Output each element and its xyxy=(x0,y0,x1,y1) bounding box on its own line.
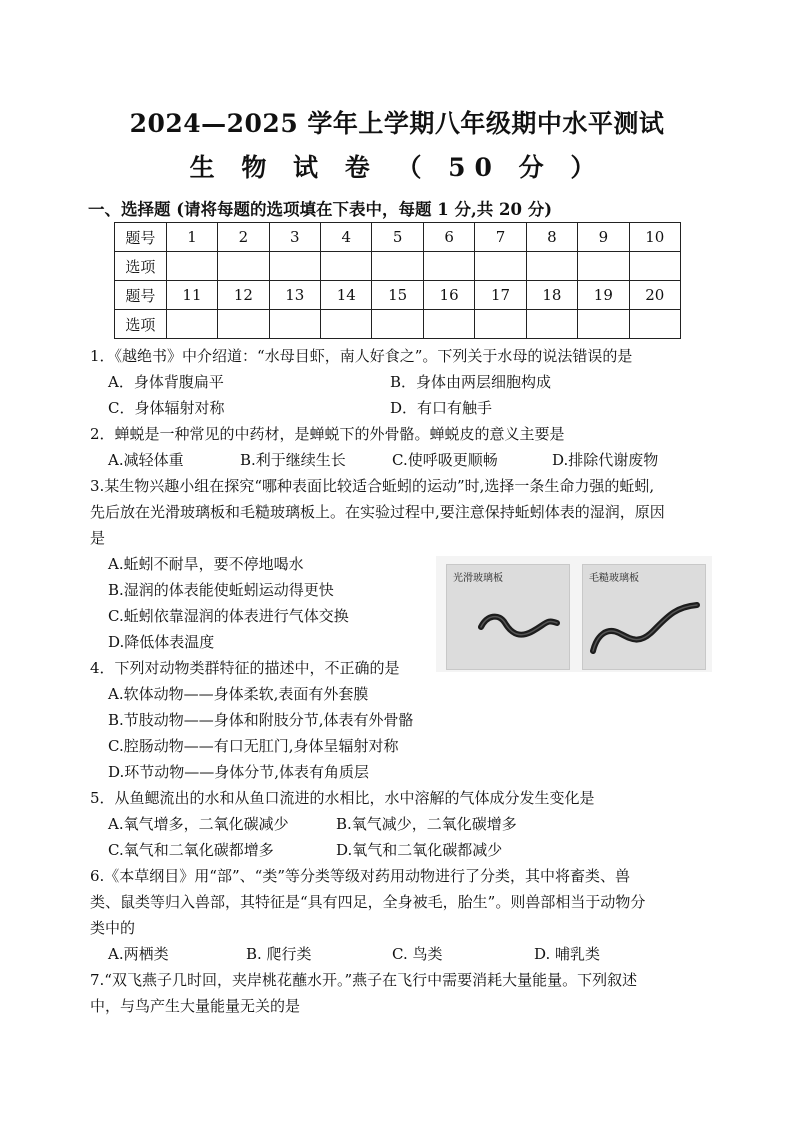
question-6-option-c: C. 鸟类 xyxy=(392,945,443,963)
question-2-option-c: C.使呼吸更顺畅 xyxy=(392,451,498,469)
exam-title: 2024—2025 学年上学期八年级期中水平测试 xyxy=(129,109,665,138)
question-number-cell: 1 xyxy=(166,223,217,252)
question-3-stem-line3: 是 xyxy=(90,529,106,547)
answer-cell[interactable] xyxy=(321,252,372,281)
question-number-cell: 15 xyxy=(372,281,423,310)
answer-cell[interactable] xyxy=(578,252,629,281)
answer-table xyxy=(114,222,681,339)
question-6-stem-line3: 类中的 xyxy=(90,919,136,937)
question-1-option-a: A．身体背腹扁平 xyxy=(108,373,224,391)
question-3-option-d: D.降低体表温度 xyxy=(108,633,215,651)
question-2-option-d: D.排除代谢废物 xyxy=(552,451,659,469)
question-4-option-c: C.腔肠动物——有口无肛门,身体呈辐射对称 xyxy=(108,737,399,755)
question-number-cell: 13 xyxy=(269,281,320,310)
exam-subtitle: 生 物 试 卷 （ 50 分 ） xyxy=(189,153,605,182)
row-header-answer: 选项 xyxy=(115,252,167,281)
question-6-option-b: B. 爬行类 xyxy=(246,945,312,963)
question-number-cell: 19 xyxy=(578,281,629,310)
question-6-stem-line2: 类、鼠类等归入兽部，其特征是“具有四足，全身被毛，胎生”。则兽部相当于动物分 xyxy=(90,893,646,911)
answer-cell[interactable] xyxy=(166,252,217,281)
question-6-option-d: D. 哺乳类 xyxy=(534,945,601,963)
answer-cell[interactable] xyxy=(629,252,680,281)
smooth-glass-panel xyxy=(446,564,570,670)
question-number-cell: 14 xyxy=(321,281,372,310)
answer-cell[interactable] xyxy=(526,310,577,339)
question-number-cell: 7 xyxy=(475,223,526,252)
answer-cell[interactable] xyxy=(269,310,320,339)
table-row xyxy=(115,223,681,252)
table-row xyxy=(115,281,681,310)
question-number-cell: 4 xyxy=(321,223,372,252)
question-3-option-b: B.湿润的体表能使蚯蚓运动得更快 xyxy=(108,581,334,599)
question-4-option-b: B.节肢动物——身体和附肢分节,体表有外骨骼 xyxy=(108,711,414,729)
table-row xyxy=(115,252,681,281)
smooth-glass-label: 光滑玻璃板 xyxy=(453,573,503,584)
question-number-cell: 20 xyxy=(629,281,680,310)
answer-cell[interactable] xyxy=(372,252,423,281)
question-number-cell: 8 xyxy=(526,223,577,252)
question-2-option-a: A.减轻体重 xyxy=(108,451,184,469)
question-number-cell: 3 xyxy=(269,223,320,252)
question-5-option-a: A.氧气增多，二氧化碳减少 xyxy=(108,815,289,833)
answer-cell[interactable] xyxy=(218,252,269,281)
question-4-option-d: D.环节动物——身体分节,体表有角质层 xyxy=(108,763,370,781)
question-5-stem: 5．从鱼鳃流出的水和从鱼口流进的水相比，水中溶解的气体成分发生变化是 xyxy=(90,789,595,807)
question-number-cell: 12 xyxy=(218,281,269,310)
question-number-cell: 5 xyxy=(372,223,423,252)
question-3-stem-line1: 3.某生物兴趣小组在探究“哪种表面比较适合蚯蚓的运动”时,选择一条生命力强的蚯蚓, xyxy=(90,477,655,495)
question-number-cell: 2 xyxy=(218,223,269,252)
question-5-option-d: D.氧气和二氧化碳都减少 xyxy=(336,841,503,859)
section-heading: 一、选择题 (请将每题的选项填在下表中，每题 1 分,共 20 分) xyxy=(88,200,553,219)
answer-cell[interactable] xyxy=(321,310,372,339)
question-1-option-c: C．身体辐射对称 xyxy=(108,399,225,417)
answer-cell[interactable] xyxy=(218,310,269,339)
question-number-cell: 10 xyxy=(629,223,680,252)
answer-cell[interactable] xyxy=(423,252,474,281)
earthworm-smooth-illustration xyxy=(447,565,569,669)
question-1-stem: 1．《越绝书》中介绍道：“水母目虾，南人好食之”。下列关于水母的说法错误的是 xyxy=(90,347,633,365)
question-7-stem-line1: 7.“双飞燕子几时回，夹岸桃花蘸水开。”燕子在飞行中需要消耗大量能量。下列叙述 xyxy=(90,971,638,989)
question-2-option-b: B.利于继续生长 xyxy=(240,451,346,469)
question-4-stem: 4．下列对动物类群特征的描述中，不正确的是 xyxy=(90,659,400,677)
earthworm-rough-illustration xyxy=(583,565,705,669)
question-3-stem-line2: 先后放在光滑玻璃板和毛糙玻璃板上。在实验过程中,要注意保持蚯蚓体表的湿润，原因 xyxy=(90,503,665,521)
question-6-stem-line1: 6.《本草纲目》用“部”、“类”等分类等级对药用动物进行了分类，其中将畜类、兽 xyxy=(90,867,630,885)
question-5-option-b: B.氧气减少，二氧化碳增多 xyxy=(336,815,517,833)
earthworm-figure xyxy=(436,556,712,672)
answer-cell[interactable] xyxy=(475,310,526,339)
rough-glass-panel xyxy=(582,564,706,670)
answer-cell[interactable] xyxy=(166,310,217,339)
question-number-cell: 9 xyxy=(578,223,629,252)
question-1-option-d: D．有口有触手 xyxy=(390,399,493,417)
answer-cell[interactable] xyxy=(423,310,474,339)
question-number-cell: 18 xyxy=(526,281,577,310)
answer-cell[interactable] xyxy=(475,252,526,281)
row-header-number: 题号 xyxy=(115,223,167,252)
answer-cell[interactable] xyxy=(269,252,320,281)
question-7-stem-line2: 中，与鸟产生大量能量无关的是 xyxy=(90,997,301,1015)
question-3-option-a: A.蚯蚓不耐旱，要不停地喝水 xyxy=(108,555,304,573)
answer-cell[interactable] xyxy=(526,252,577,281)
question-6-option-a: A.两栖类 xyxy=(108,945,169,963)
rough-glass-label: 毛糙玻璃板 xyxy=(589,573,639,584)
table-row xyxy=(115,310,681,339)
question-number-cell: 11 xyxy=(166,281,217,310)
question-number-cell: 16 xyxy=(423,281,474,310)
question-3-option-c: C.蚯蚓依靠湿润的体表进行气体交换 xyxy=(108,607,349,625)
answer-cell[interactable] xyxy=(578,310,629,339)
question-number-cell: 6 xyxy=(423,223,474,252)
question-4-option-a: A.软体动物——身体柔软,表面有外套膜 xyxy=(108,685,369,703)
question-2-stem: 2．蝉蜕是一种常见的中药材，是蝉蜕下的外骨骼。蝉蜕皮的意义主要是 xyxy=(90,425,565,443)
question-5-option-c: C.氧气和二氧化碳都增多 xyxy=(108,841,274,859)
question-number-cell: 17 xyxy=(475,281,526,310)
row-header-number: 题号 xyxy=(115,281,167,310)
answer-cell[interactable] xyxy=(629,310,680,339)
row-header-answer: 选项 xyxy=(115,310,167,339)
answer-cell[interactable] xyxy=(372,310,423,339)
question-1-option-b: B．身体由两层细胞构成 xyxy=(390,373,552,391)
